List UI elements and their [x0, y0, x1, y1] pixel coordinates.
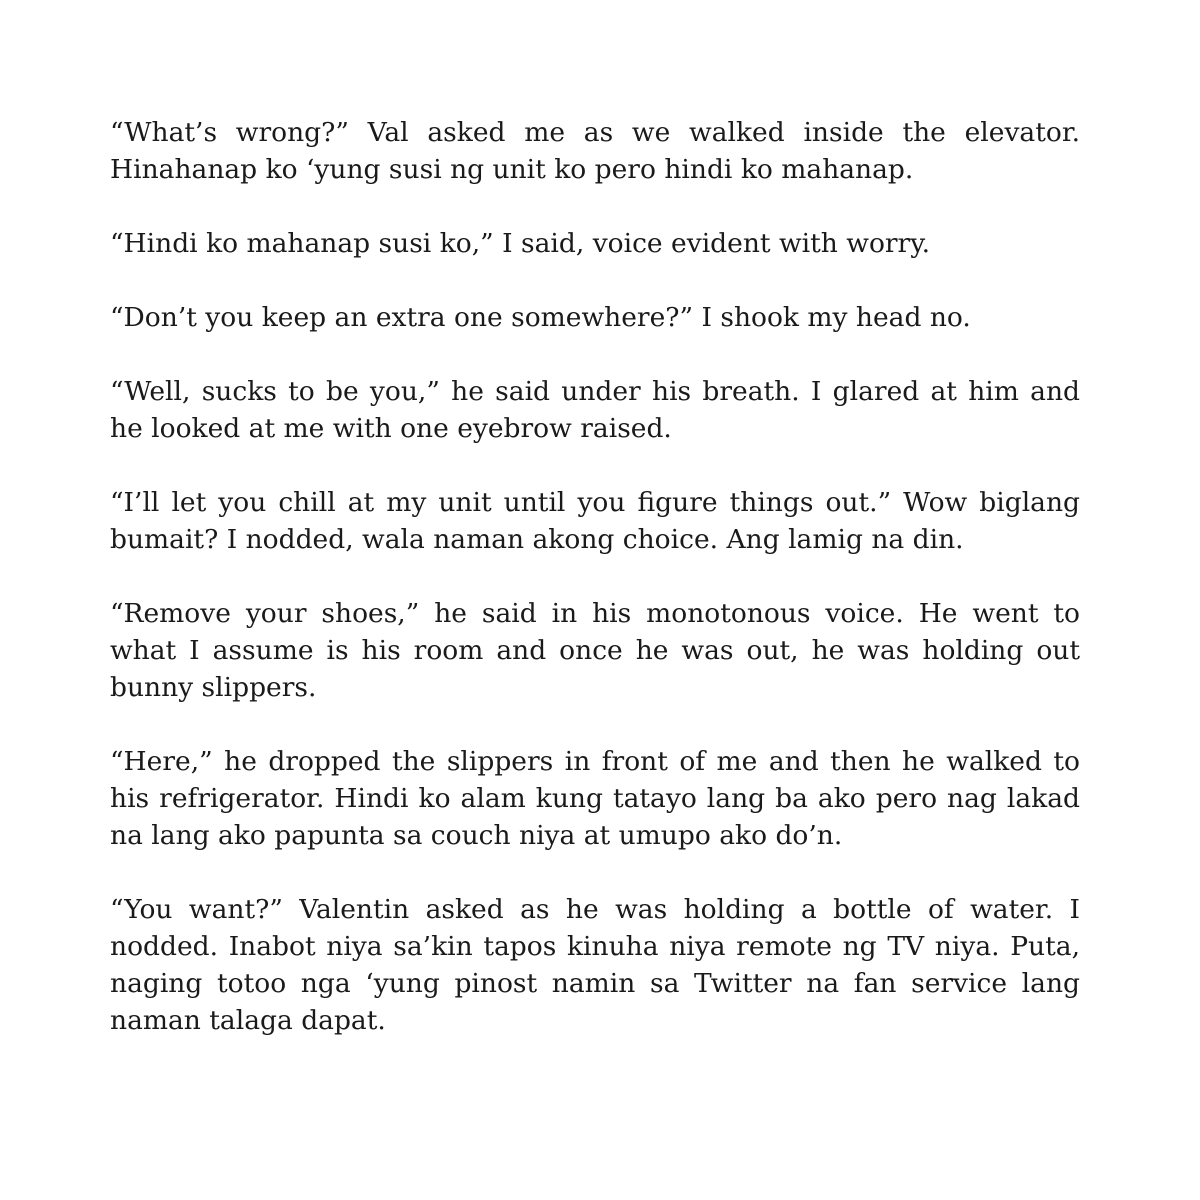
paragraph-6: “Remove your shoes,” he said in his monotonous voice. He went to what I assume is his room and once he was out, he was holding out bunny slippers.	[110, 598, 1080, 703]
paragraph-4: “Well, sucks to be you,” he said under his breath. I glared at him and he looked at me with one eyebrow raised.	[110, 376, 1080, 444]
paragraph-8: “You want?” Valentin asked as he was holding a bottle of water. I nodded. Inabot niya sa’kin tapos kinuha niya remote ng TV niya. Puta, naging totoo nga ‘yung pinost namin sa Twitter na fan service lang naman talaga dapat.	[110, 894, 1080, 1036]
paragraph-5: “I’ll let you chill at my unit until you figure things out.” Wow biglang bumait? I nodded, wala naman akong choice. Ang lamig na din.	[110, 487, 1080, 555]
paragraph-7: “Here,” he dropped the slippers in front of me and then he walked to his refrigerator. Hindi ko alam kung tatayo lang ba ako pero nag lakad na lang ako papunta sa couch niya at umupo ako do’n.	[110, 746, 1080, 851]
paragraph-2: “Hindi ko mahanap susi ko,” I said, voice evident with worry.	[110, 228, 931, 259]
paragraph-3: “Don’t you keep an extra one somewhere?” I shook my head no.	[110, 302, 971, 333]
paragraph-1: “What’s wrong?” Val asked me as we walked inside the elevator. Hinahanap ko ‘yung susi ng unit ko pero hindi ko mahanap.	[110, 117, 1080, 185]
story-text	[110, 114, 1080, 1039]
